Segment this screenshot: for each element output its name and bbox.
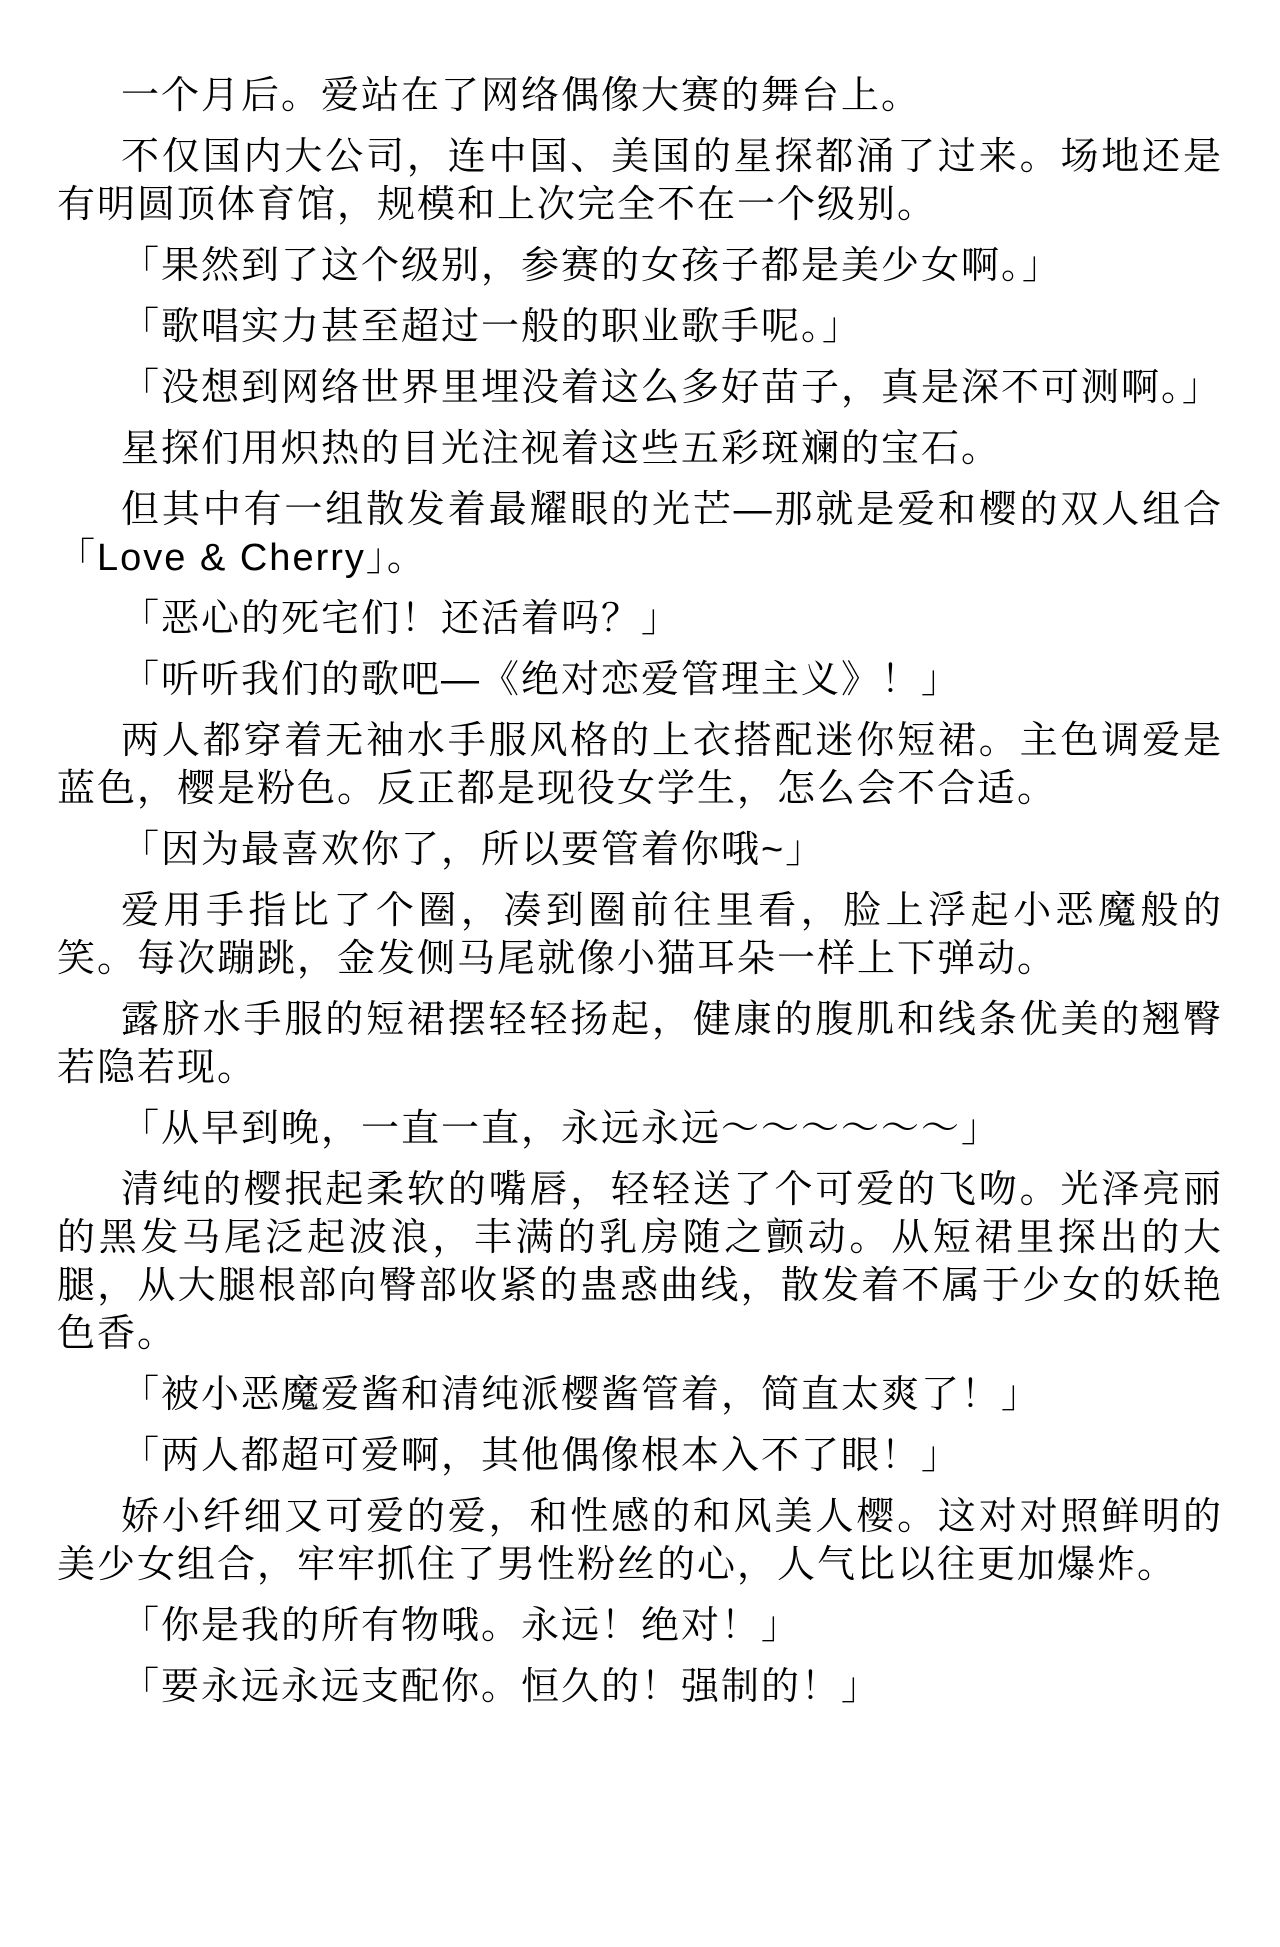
paragraph-9: 「听听我们的歌吧—《绝对恋爱管理主义》！」 xyxy=(121,659,962,701)
paragraph-10: 两人都穿着无袖水手服风格的上衣搭配迷你短裙。主色调爱是蓝色，樱是粉色。反正都是现役女学生，怎么会不合适。 xyxy=(57,720,1223,810)
paragraph-17: 「两人都超可爱啊，其他偶像根本入不了眼！」 xyxy=(121,1435,962,1477)
paragraph-7: 但其中有一组散发着最耀眼的光芒—那就是爱和樱的双人组合「Love & Cherry」。 xyxy=(57,489,1223,579)
paragraph-5: 「没想到网络世界里埋没着这么多好苗子，真是深不可测啊。」 xyxy=(121,367,1223,409)
paragraph-1: 一个月后。爱站在了网络偶像大赛的舞台上。 xyxy=(121,75,922,117)
paragraph-18: 娇小纤细又可爱的爱，和性感的和风美人樱。这对对照鲜明的美少女组合，牢牢抓住了男性粉丝的心，人气比以往更加爆炸。 xyxy=(57,1496,1223,1586)
paragraph-12: 爱用手指比了个圈，凑到圈前往里看，脸上浮起小恶魔般的笑。每次蹦跳，金发侧马尾就像小猫耳朵一样上下弹动。 xyxy=(57,890,1223,980)
paragraph-19: 「你是我的所有物哦。永远！绝对！」 xyxy=(121,1605,802,1647)
text-block xyxy=(57,72,1223,1711)
paragraph-6: 星探们用炽热的目光注视着这些五彩斑斓的宝石。 xyxy=(121,428,1002,470)
paragraph-4: 「歌唱实力甚至超过一般的职业歌手呢。」 xyxy=(121,306,863,348)
paragraph-14: 「从早到晚，一直一直，永远永远～～～～～～」 xyxy=(121,1108,1002,1150)
paragraph-3: 「果然到了这个级别，参赛的女孩子都是美少女啊。」 xyxy=(121,245,1063,287)
paragraph-8: 「恶心的死宅们！还活着吗？」 xyxy=(121,598,682,640)
paragraph-15: 清纯的樱抿起柔软的嘴唇，轻轻送了个可爱的飞吻。光泽亮丽的黑发马尾泛起波浪，丰满的乳房随之颤动。从短裙里探出的大腿，从大腿根部向臀部收紧的蛊惑曲线，散发着不属于少女的妖艳色香。 xyxy=(57,1169,1223,1355)
paragraph-2: 不仅国内大公司，连中国、美国的星探都涌了过来。场地还是有明圆顶体育馆，规模和上次完全不在一个级别。 xyxy=(57,136,1223,226)
paragraph-13: 露脐水手服的短裙摆轻轻扬起，健康的腹肌和线条优美的翘臀若隐若现。 xyxy=(57,999,1223,1089)
paragraph-11: 「因为最喜欢你了，所以要管着你哦~」 xyxy=(121,829,826,871)
paragraph-16: 「被小恶魔爱酱和清纯派樱酱管着，简直太爽了！」 xyxy=(121,1374,1042,1416)
paragraph-20: 「要永远永远支配你。恒久的！强制的！」 xyxy=(121,1666,882,1708)
